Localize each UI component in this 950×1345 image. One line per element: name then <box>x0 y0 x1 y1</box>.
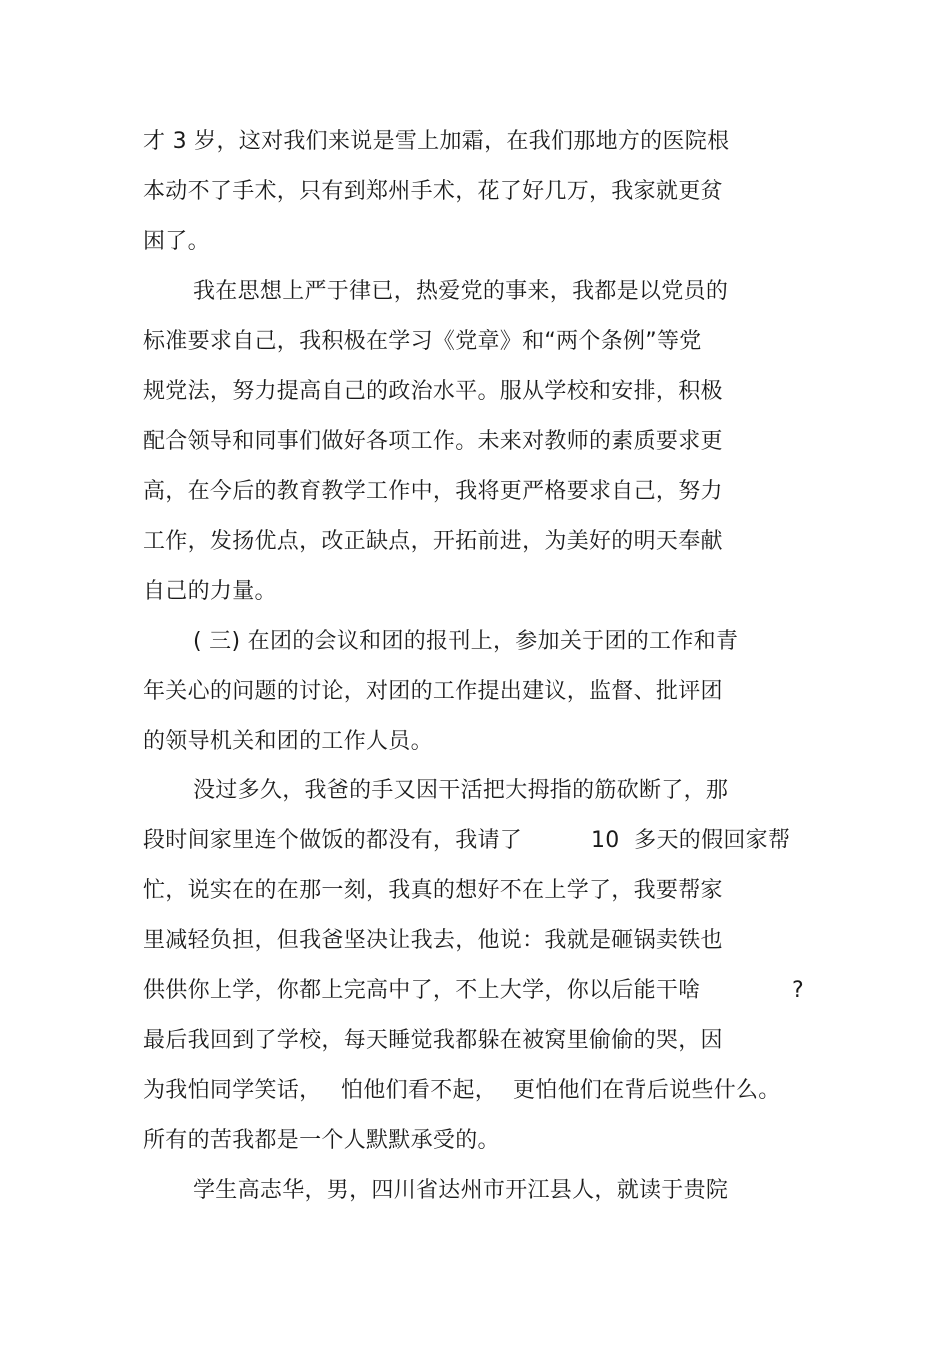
text-line: 怕他们看不起， <box>341 1078 498 1103</box>
text-line: 困了。 <box>143 229 210 254</box>
text-line: 供供你上学，你都上完高中了，不上大学，你以后能干啥 <box>143 978 701 1003</box>
text-line: 规党法，努力提高自己的政治水平。服从学校和安排，积极 <box>143 379 723 404</box>
text-line: 自己的力量。 <box>143 579 277 604</box>
text-line: 配合领导和同事们做好各项工作。未来对教师的素质要求更 <box>143 429 723 454</box>
text-line: 标准要求自己，我积极在学习《党章》和“两个条例”等党 <box>143 329 702 354</box>
text-line: 的领导机关和团的工作人员。 <box>143 729 433 754</box>
text-line: 年关心的问题的讨论，对团的工作提出建议，监督、批评团 <box>143 679 723 704</box>
text-line: 段时间家里连个做饭的都没有，我请了 <box>143 828 523 853</box>
text-line: 高，在今后的教育教学工作中，我将更严格要求自己，努力 <box>143 479 723 504</box>
text-line: 里减轻负担，但我爸坚决让我去，他说：我就是砸锅卖铁也 <box>143 928 723 953</box>
text-line: 本动不了手术，只有到郑州手术，花了好几万，我家就更贫 <box>143 179 723 204</box>
text-line: 最后我回到了学校，每天睡觉我都躲在被窝里偷偷的哭，因 <box>143 1028 723 1053</box>
text-line: 更怕他们在背后说些什么。 <box>513 1078 781 1103</box>
text-line: 工作，发扬优点，改正缺点，开拓前进，为美好的明天奉献 <box>143 529 723 554</box>
text-line: ? <box>792 978 804 1003</box>
text-line: 学生高志华，男，四川省达州市开江县人，就读于贵院 <box>193 1178 729 1203</box>
text-line: ( 三) 在团的会议和团的报刊上，参加关于团的工作和青 <box>193 629 739 654</box>
text-line: 所有的苦我都是一个人默默承受的。 <box>143 1128 500 1153</box>
text-line: 忙，说实在的在那一刻，我真的想好不在上学了，我要帮家 <box>143 878 723 903</box>
text-line: 才 3 岁，这对我们来说是雪上加霜，在我们那地方的医院根 <box>143 129 730 154</box>
text-line: 没过多久，我爸的手又因干活把大拇指的筋砍断了，那 <box>193 778 729 803</box>
text-line: 10 多天的假回家帮 <box>591 828 791 853</box>
text-line: 我在思想上严于律已，热爱党的事来，我都是以党员的 <box>193 279 729 304</box>
text-line: 为我怕同学笑话， <box>143 1078 322 1103</box>
